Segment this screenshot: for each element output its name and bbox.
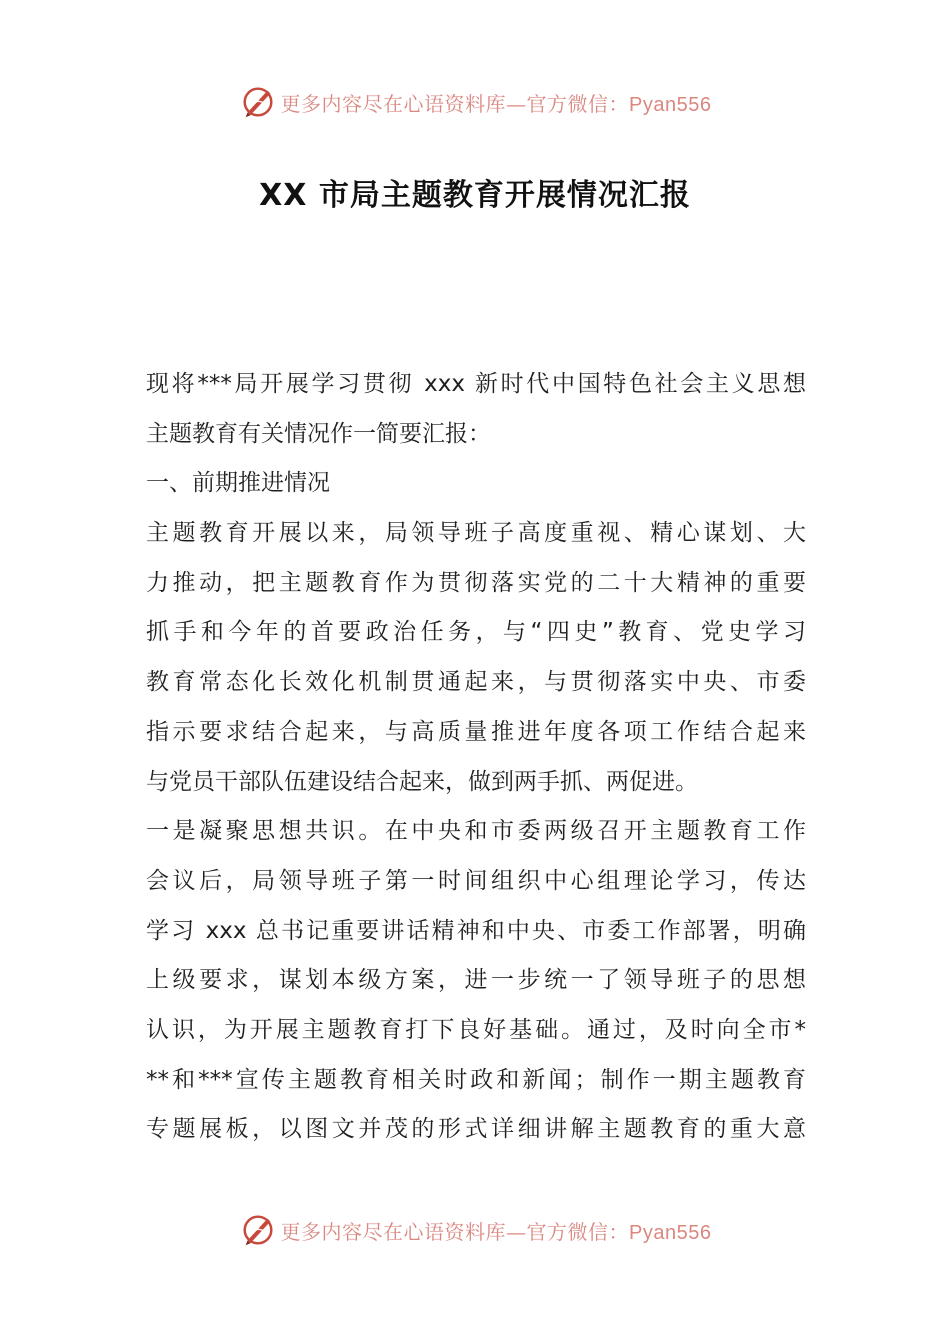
body-line: 教育常态化长效化机制贯通起来，与贯彻落实中央、市委 [146,669,806,696]
body-line: 认识，为开展主题教育打下良好基础。通过，及时向全市* [146,1016,806,1043]
body-line: 一是凝聚思想共识。在中央和市委两级召开主题教育工作 [146,818,806,845]
body-line: 抓手和今年的首要政治任务，与“四史”教育、党史学习 [146,619,806,646]
wechat-id: Pyan556 [629,93,712,116]
body-line: 与党员干部队伍建设结合起来，做到两手抓、两促进。 [146,768,698,795]
body-line: 现将***局开展学习贯彻 xxx 新时代中国特色社会主义思想 [146,371,806,397]
body-line: 会议后，局领导班子第一时间组织中心组理论学习，传达 [146,867,806,894]
body-line: 力推动，把主题教育作为贯彻落实党的二十大精神的重要 [146,569,806,596]
header-watermark [0,80,950,124]
wechat-id: Pyan556 [629,1221,712,1244]
watermark-text: 更多内容尽在心语资料库—官方微信：Pyan556 [280,91,712,116]
pen-logo-icon [239,83,277,121]
footer-watermark [0,1208,950,1252]
watermark-text: 更多内容尽在心语资料库—官方微信：Pyan556 [280,1219,712,1244]
body-line: 专题展板，以图文并茂的形式详细讲解主题教育的重大意 [146,1116,806,1143]
section-heading: 一、前期推进情况 [146,470,330,497]
body-line: 上级要求，谋划本级方案，进一步统一了领导班子的思想 [146,967,806,994]
document-body [146,360,806,1155]
body-line: 主题教育开展以来，局领导班子高度重视、精心谋划、大 [146,520,806,547]
body-line: 主题教育有关情况作一简要汇报： [146,420,491,447]
document-title: XX 市局主题教育开展情况汇报 [259,178,691,213]
body-line: **和***宣传主题教育相关时政和新闻；制作一期主题教育 [146,1066,806,1093]
pen-logo-icon [239,1211,277,1249]
body-line: 学习 xxx 总书记重要讲话精神和中央、市委工作部署，明确 [146,917,806,944]
body-line: 指示要求结合起来，与高质量推进年度各项工作结合起来 [146,718,806,745]
